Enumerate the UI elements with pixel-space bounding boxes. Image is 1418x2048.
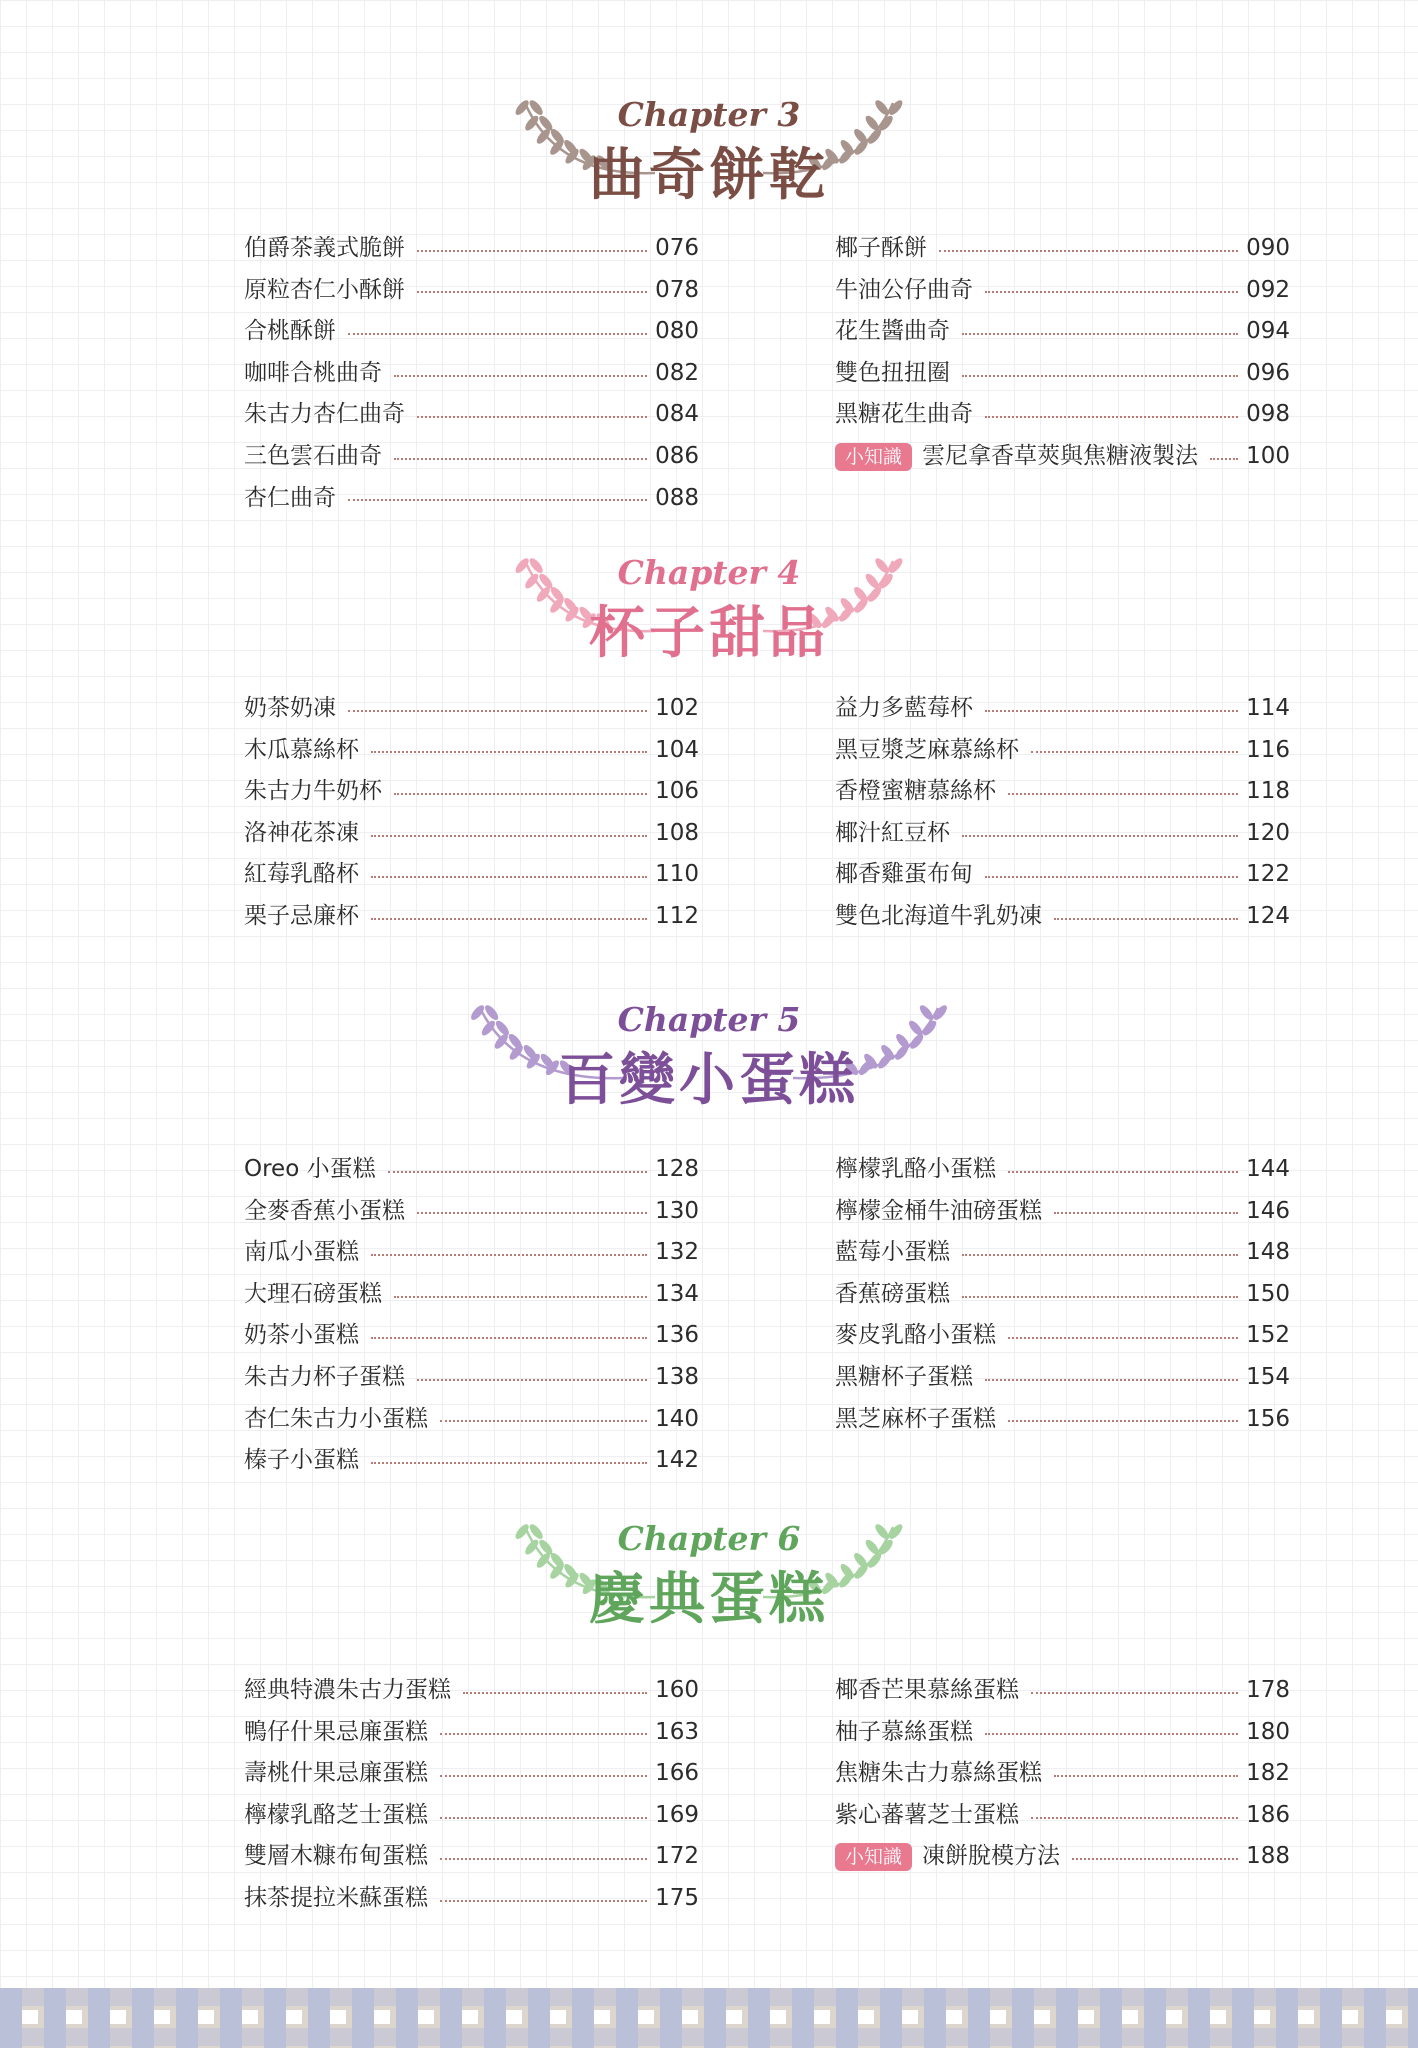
dot-leader [939, 250, 1238, 252]
toc-entry[interactable] [835, 353, 1290, 395]
chapter-4-left-column [244, 688, 699, 938]
dot-leader [1054, 918, 1238, 920]
recipe-name: 黑芝麻杯子蛋糕 [835, 1405, 996, 1432]
recipe-name: 藍莓小蛋糕 [835, 1239, 950, 1266]
gingham-gap [946, 2010, 962, 2024]
page-number: 082 [655, 359, 699, 386]
recipe-name: 椰香芒果慕絲蛋糕 [835, 1677, 1019, 1703]
dot-leader [1031, 751, 1238, 753]
gingham-gap [726, 2010, 742, 2024]
toc-entry[interactable] [835, 1232, 1290, 1274]
recipe-name: 合桃酥餅 [244, 318, 336, 345]
dot-leader [348, 710, 647, 712]
dot-leader [371, 751, 647, 753]
recipe-name: 牛油公仔曲奇 [835, 276, 973, 303]
dot-leader [985, 416, 1238, 418]
page-number: 188 [1246, 1843, 1290, 1870]
toc-entry[interactable] [244, 688, 699, 730]
recipe-name: 大理石磅蛋糕 [244, 1280, 382, 1307]
dot-leader [371, 1462, 647, 1464]
page-number: 156 [1246, 1405, 1290, 1432]
dot-leader [371, 876, 647, 878]
chapter-5-left-column [244, 1149, 699, 1482]
page-number: 120 [1246, 819, 1290, 846]
page-number: 080 [655, 318, 699, 345]
page-number: 086 [655, 442, 699, 469]
tip-badge: 小知識 [835, 1843, 912, 1871]
dot-leader [1031, 1692, 1238, 1694]
gingham-gap [1298, 2010, 1314, 2024]
recipe-name: 黑豆漿芝麻慕絲杯 [835, 736, 1019, 763]
toc-entry[interactable] [835, 854, 1290, 896]
dot-leader [1008, 1171, 1238, 1173]
gingham-gap [1210, 2010, 1226, 2024]
gingham-band [0, 1988, 1418, 2006]
dot-leader [348, 333, 647, 335]
dot-leader [371, 835, 647, 837]
dot-leader [388, 1171, 648, 1173]
recipe-name: 檸檬金桶牛油磅蛋糕 [835, 1197, 1042, 1224]
toc-entry[interactable] [835, 228, 1290, 270]
recipe-name: 凍餅脫模方法 [922, 1843, 1061, 1870]
gingham-gap [1034, 2010, 1050, 2024]
toc-entry[interactable] [835, 1191, 1290, 1233]
dot-leader [371, 918, 647, 920]
chapter-title: 百變小蛋糕 [559, 1047, 859, 1113]
dot-leader [985, 710, 1238, 712]
dot-leader [1008, 793, 1238, 795]
page-number: 142 [655, 1447, 699, 1474]
gingham-gap [1342, 2010, 1358, 2024]
dot-leader [371, 1337, 647, 1339]
page-number: 112 [655, 902, 699, 929]
dot-leader [962, 333, 1238, 335]
dot-leader [417, 1379, 647, 1381]
recipe-name: 雙層木糠布甸蛋糕 [244, 1843, 428, 1870]
recipe-name: 紫心蕃薯芝士蛋糕 [835, 1801, 1019, 1828]
page-number: 100 [1246, 442, 1290, 469]
page-number: 148 [1246, 1239, 1290, 1266]
toc-entry[interactable] [835, 1357, 1290, 1399]
page-number: 090 [1246, 235, 1290, 261]
toc-entry[interactable] [244, 270, 699, 312]
dot-leader [1072, 1858, 1238, 1860]
recipe-name: 杏仁朱古力小蛋糕 [244, 1405, 428, 1432]
page-number: 166 [655, 1760, 699, 1787]
recipe-name: 椰汁紅豆杯 [835, 819, 950, 846]
page-number: 110 [655, 861, 699, 888]
recipe-name: 原粒杏仁小酥餅 [244, 276, 405, 303]
gingham-gap [110, 2010, 126, 2024]
toc-entry[interactable] [835, 1315, 1290, 1357]
page-number: 094 [1246, 318, 1290, 345]
dot-leader [962, 1254, 1238, 1256]
gingham-gap [1122, 2010, 1138, 2024]
recipe-name: 杏仁曲奇 [244, 484, 336, 511]
toc-entry[interactable] [244, 1315, 699, 1357]
page-number: 108 [655, 819, 699, 846]
gingham-gap [462, 2010, 478, 2024]
recipe-name: 麥皮乳酪小蛋糕 [835, 1322, 996, 1349]
gingham-gap [1166, 2010, 1182, 2024]
recipe-name: 椰香雞蛋布甸 [835, 861, 973, 888]
toc-entry[interactable] [244, 478, 699, 520]
dot-leader [417, 1212, 647, 1214]
page-number: 102 [655, 695, 699, 721]
recipe-name: 全麥香蕉小蛋糕 [244, 1197, 405, 1224]
toc-entry[interactable] [244, 228, 699, 270]
toc-entry[interactable] [244, 1670, 699, 1712]
recipe-name: 栗子忌廉杯 [244, 902, 359, 929]
gingham-band [0, 2028, 1418, 2046]
recipe-name: 洛神花茶凍 [244, 819, 359, 846]
page-number: 186 [1246, 1801, 1290, 1828]
recipe-name: 檸檬乳酪芝士蛋糕 [244, 1801, 428, 1828]
recipe-name: 伯爵茶義式脆餅 [244, 235, 405, 261]
page-number: 144 [1246, 1156, 1290, 1182]
gingham-gap [506, 2010, 522, 2024]
recipe-name: 南瓜小蛋糕 [244, 1239, 359, 1266]
dot-leader [440, 1817, 647, 1819]
page-number: 114 [1246, 695, 1290, 721]
page-number: 160 [655, 1677, 699, 1703]
page-number: 175 [655, 1884, 699, 1911]
recipe-name: 壽桃什果忌廉蛋糕 [244, 1760, 428, 1787]
dot-leader [985, 876, 1238, 878]
toc-entry[interactable] [244, 436, 699, 478]
gingham-gap [638, 2010, 654, 2024]
gingham-gap [990, 2010, 1006, 2024]
recipe-name: 雙色扭扭圈 [835, 359, 950, 386]
page-number: 130 [655, 1197, 699, 1224]
gingham-gap [550, 2010, 566, 2024]
gingham-gap [814, 2010, 830, 2024]
gingham-gap [770, 2010, 786, 2024]
recipe-name: 三色雲石曲奇 [244, 442, 382, 469]
gingham-gap [242, 2010, 258, 2024]
dot-leader [1008, 1337, 1238, 1339]
page-number: 118 [1246, 778, 1290, 805]
dot-leader [440, 1900, 647, 1902]
gingham-gap [1078, 2010, 1094, 2024]
toc-entry[interactable] [244, 896, 699, 938]
recipe-name: 柚子慕絲蛋糕 [835, 1718, 973, 1745]
recipe-name: 黑糖杯子蛋糕 [835, 1363, 973, 1390]
page-number: 152 [1246, 1322, 1290, 1349]
toc-entry[interactable] [244, 1191, 699, 1233]
chapter-label: Chapter 4 [617, 553, 801, 592]
dot-leader [440, 1775, 647, 1777]
recipe-name: Oreo 小蛋糕 [244, 1156, 376, 1182]
dot-leader [440, 1858, 647, 1860]
recipe-name: 奶茶小蛋糕 [244, 1322, 359, 1349]
recipe-name: 香橙蜜糖慕絲杯 [835, 778, 996, 805]
gingham-gap [330, 2010, 346, 2024]
toc-entry[interactable] [244, 813, 699, 855]
gingham-gap [66, 2010, 82, 2024]
toc-entry[interactable] [835, 1836, 1290, 1878]
dot-leader [985, 291, 1238, 293]
dot-leader [394, 1296, 647, 1298]
page-number: 150 [1246, 1280, 1290, 1307]
page-number: 163 [655, 1718, 699, 1745]
toc-entry[interactable] [835, 730, 1290, 772]
toc-entry[interactable] [835, 311, 1290, 353]
dot-leader [1008, 1420, 1238, 1422]
chapter-title: 杯子甜品 [589, 600, 829, 666]
recipe-name: 奶茶奶凍 [244, 695, 336, 721]
recipe-name: 紅莓乳酪杯 [244, 861, 359, 888]
chapter-6-right-column [835, 1670, 1290, 1878]
toc-entry[interactable] [244, 1357, 699, 1399]
dot-leader [463, 1692, 647, 1694]
recipe-name: 朱古力杯子蛋糕 [244, 1363, 405, 1390]
recipe-name: 雲尼拿香草莢與焦糖液製法 [922, 442, 1199, 469]
page-number: 098 [1246, 401, 1290, 428]
page-number: 104 [655, 736, 699, 763]
page-number: 169 [655, 1801, 699, 1828]
toc-entry[interactable] [835, 771, 1290, 813]
chapter-label: Chapter 5 [617, 1000, 801, 1039]
toc-entry[interactable] [244, 1712, 699, 1754]
page-number: 084 [655, 401, 699, 428]
toc-entry[interactable] [835, 1795, 1290, 1837]
page-number: 136 [655, 1322, 699, 1349]
gingham-footer-band [0, 1988, 1418, 2048]
page-number: 078 [655, 276, 699, 303]
recipe-name: 咖啡合桃曲奇 [244, 359, 382, 386]
chapter-5-right-column [835, 1149, 1290, 1440]
toc-entry[interactable] [244, 1836, 699, 1878]
page-number: 182 [1246, 1760, 1290, 1787]
toc-entry[interactable] [244, 730, 699, 772]
chapter-6-left-column [244, 1670, 699, 1920]
toc-entry[interactable] [244, 1232, 699, 1274]
page-number: 154 [1246, 1363, 1290, 1390]
dot-leader [962, 835, 1238, 837]
recipe-name: 抹茶提拉米蘇蛋糕 [244, 1884, 428, 1911]
gingham-gap [682, 2010, 698, 2024]
page-number: 122 [1246, 861, 1290, 888]
page-number: 132 [655, 1239, 699, 1266]
chapter-3-left-column [244, 228, 699, 519]
dot-leader [417, 291, 647, 293]
tip-badge: 小知識 [835, 443, 912, 471]
toc-entry[interactable] [244, 854, 699, 896]
chapter-label: Chapter 6 [617, 1519, 801, 1558]
page-number: 178 [1246, 1677, 1290, 1703]
toc-entry[interactable] [835, 1149, 1290, 1191]
dot-leader [371, 1254, 647, 1256]
toc-entry[interactable] [244, 1795, 699, 1837]
toc-entry[interactable] [835, 436, 1290, 478]
recipe-name: 經典特濃朱古力蛋糕 [244, 1677, 451, 1703]
page-number: 088 [655, 484, 699, 511]
toc-entry[interactable] [835, 1670, 1290, 1712]
recipe-name: 雙色北海道牛乳奶凍 [835, 902, 1042, 929]
recipe-name: 檸檬乳酪小蛋糕 [835, 1156, 996, 1182]
toc-entry[interactable] [244, 1440, 699, 1482]
toc-entry[interactable] [244, 1399, 699, 1441]
toc-entry[interactable] [835, 1712, 1290, 1754]
dot-leader [1031, 1817, 1238, 1819]
toc-entry[interactable] [244, 311, 699, 353]
dot-leader [440, 1420, 647, 1422]
chapter-title: 慶典蛋糕 [589, 1566, 829, 1632]
chapter-6-header [0, 1519, 1418, 1639]
gingham-gap [1254, 2010, 1270, 2024]
chapter-3-right-column [835, 228, 1290, 478]
page-number: 096 [1246, 359, 1290, 386]
toc-entry[interactable] [244, 353, 699, 395]
chapter-title: 曲奇餅乾 [589, 142, 829, 208]
toc-entry[interactable] [835, 394, 1290, 436]
toc-entry[interactable] [835, 688, 1290, 730]
toc-entry[interactable] [835, 1274, 1290, 1316]
toc-entry[interactable] [835, 270, 1290, 312]
page-number: 116 [1246, 736, 1290, 763]
chapter-4-header [0, 553, 1418, 673]
gingham-gap [1386, 2010, 1402, 2024]
recipe-name: 益力多藍莓杯 [835, 695, 973, 721]
toc-entry[interactable] [244, 1274, 699, 1316]
toc-entry[interactable] [835, 1753, 1290, 1795]
dot-leader [962, 375, 1238, 377]
chapter-3-header [0, 95, 1418, 215]
toc-entry[interactable] [835, 1399, 1290, 1441]
dot-leader [985, 1733, 1238, 1735]
page-number: 180 [1246, 1718, 1290, 1745]
gingham-gap [22, 2010, 38, 2024]
page-number: 076 [655, 235, 699, 261]
gingham-gap [902, 2010, 918, 2024]
recipe-name: 榛子小蛋糕 [244, 1447, 359, 1474]
dot-leader [440, 1733, 647, 1735]
toc-entry[interactable] [244, 771, 699, 813]
gingham-gap [374, 2010, 390, 2024]
dot-leader [394, 458, 647, 460]
dot-leader [1054, 1212, 1238, 1214]
toc-entry[interactable] [244, 394, 699, 436]
dot-leader [1054, 1775, 1238, 1777]
dot-leader [1210, 458, 1238, 460]
gingham-gap [154, 2010, 170, 2024]
dot-leader [962, 1296, 1238, 1298]
page-number: 128 [655, 1156, 699, 1182]
gingham-gap [594, 2010, 610, 2024]
chapter-4-right-column [835, 688, 1290, 938]
toc-entry[interactable] [835, 813, 1290, 855]
gingham-gap [286, 2010, 302, 2024]
dot-leader [394, 793, 647, 795]
page-number: 140 [655, 1405, 699, 1432]
recipe-name: 朱古力牛奶杯 [244, 778, 382, 805]
recipe-name: 鴨仔什果忌廉蛋糕 [244, 1718, 428, 1745]
recipe-name: 香蕉磅蛋糕 [835, 1280, 950, 1307]
chapter-5-header [0, 1000, 1418, 1120]
dot-leader [417, 250, 647, 252]
toc-entry[interactable] [244, 1878, 699, 1920]
page-number: 092 [1246, 276, 1290, 303]
dot-leader [985, 1379, 1238, 1381]
toc-entry[interactable] [244, 1149, 699, 1191]
recipe-name: 花生醬曲奇 [835, 318, 950, 345]
page-number: 124 [1246, 902, 1290, 929]
page-number: 146 [1246, 1197, 1290, 1224]
dot-leader [417, 416, 647, 418]
chapter-label: Chapter 3 [617, 95, 801, 134]
gingham-gap [198, 2010, 214, 2024]
toc-entry[interactable] [244, 1753, 699, 1795]
recipe-name: 黑糖花生曲奇 [835, 401, 973, 428]
gingham-gap [858, 2010, 874, 2024]
dot-leader [348, 499, 647, 501]
page-number: 138 [655, 1363, 699, 1390]
page-number: 172 [655, 1843, 699, 1870]
page-number: 106 [655, 778, 699, 805]
recipe-name: 木瓜慕絲杯 [244, 736, 359, 763]
toc-entry[interactable] [835, 896, 1290, 938]
gingham-gap [418, 2010, 434, 2024]
recipe-name: 焦糖朱古力慕絲蛋糕 [835, 1760, 1042, 1787]
dot-leader [394, 375, 647, 377]
page-number: 134 [655, 1280, 699, 1307]
recipe-name: 椰子酥餅 [835, 235, 927, 261]
recipe-name: 朱古力杏仁曲奇 [244, 401, 405, 428]
